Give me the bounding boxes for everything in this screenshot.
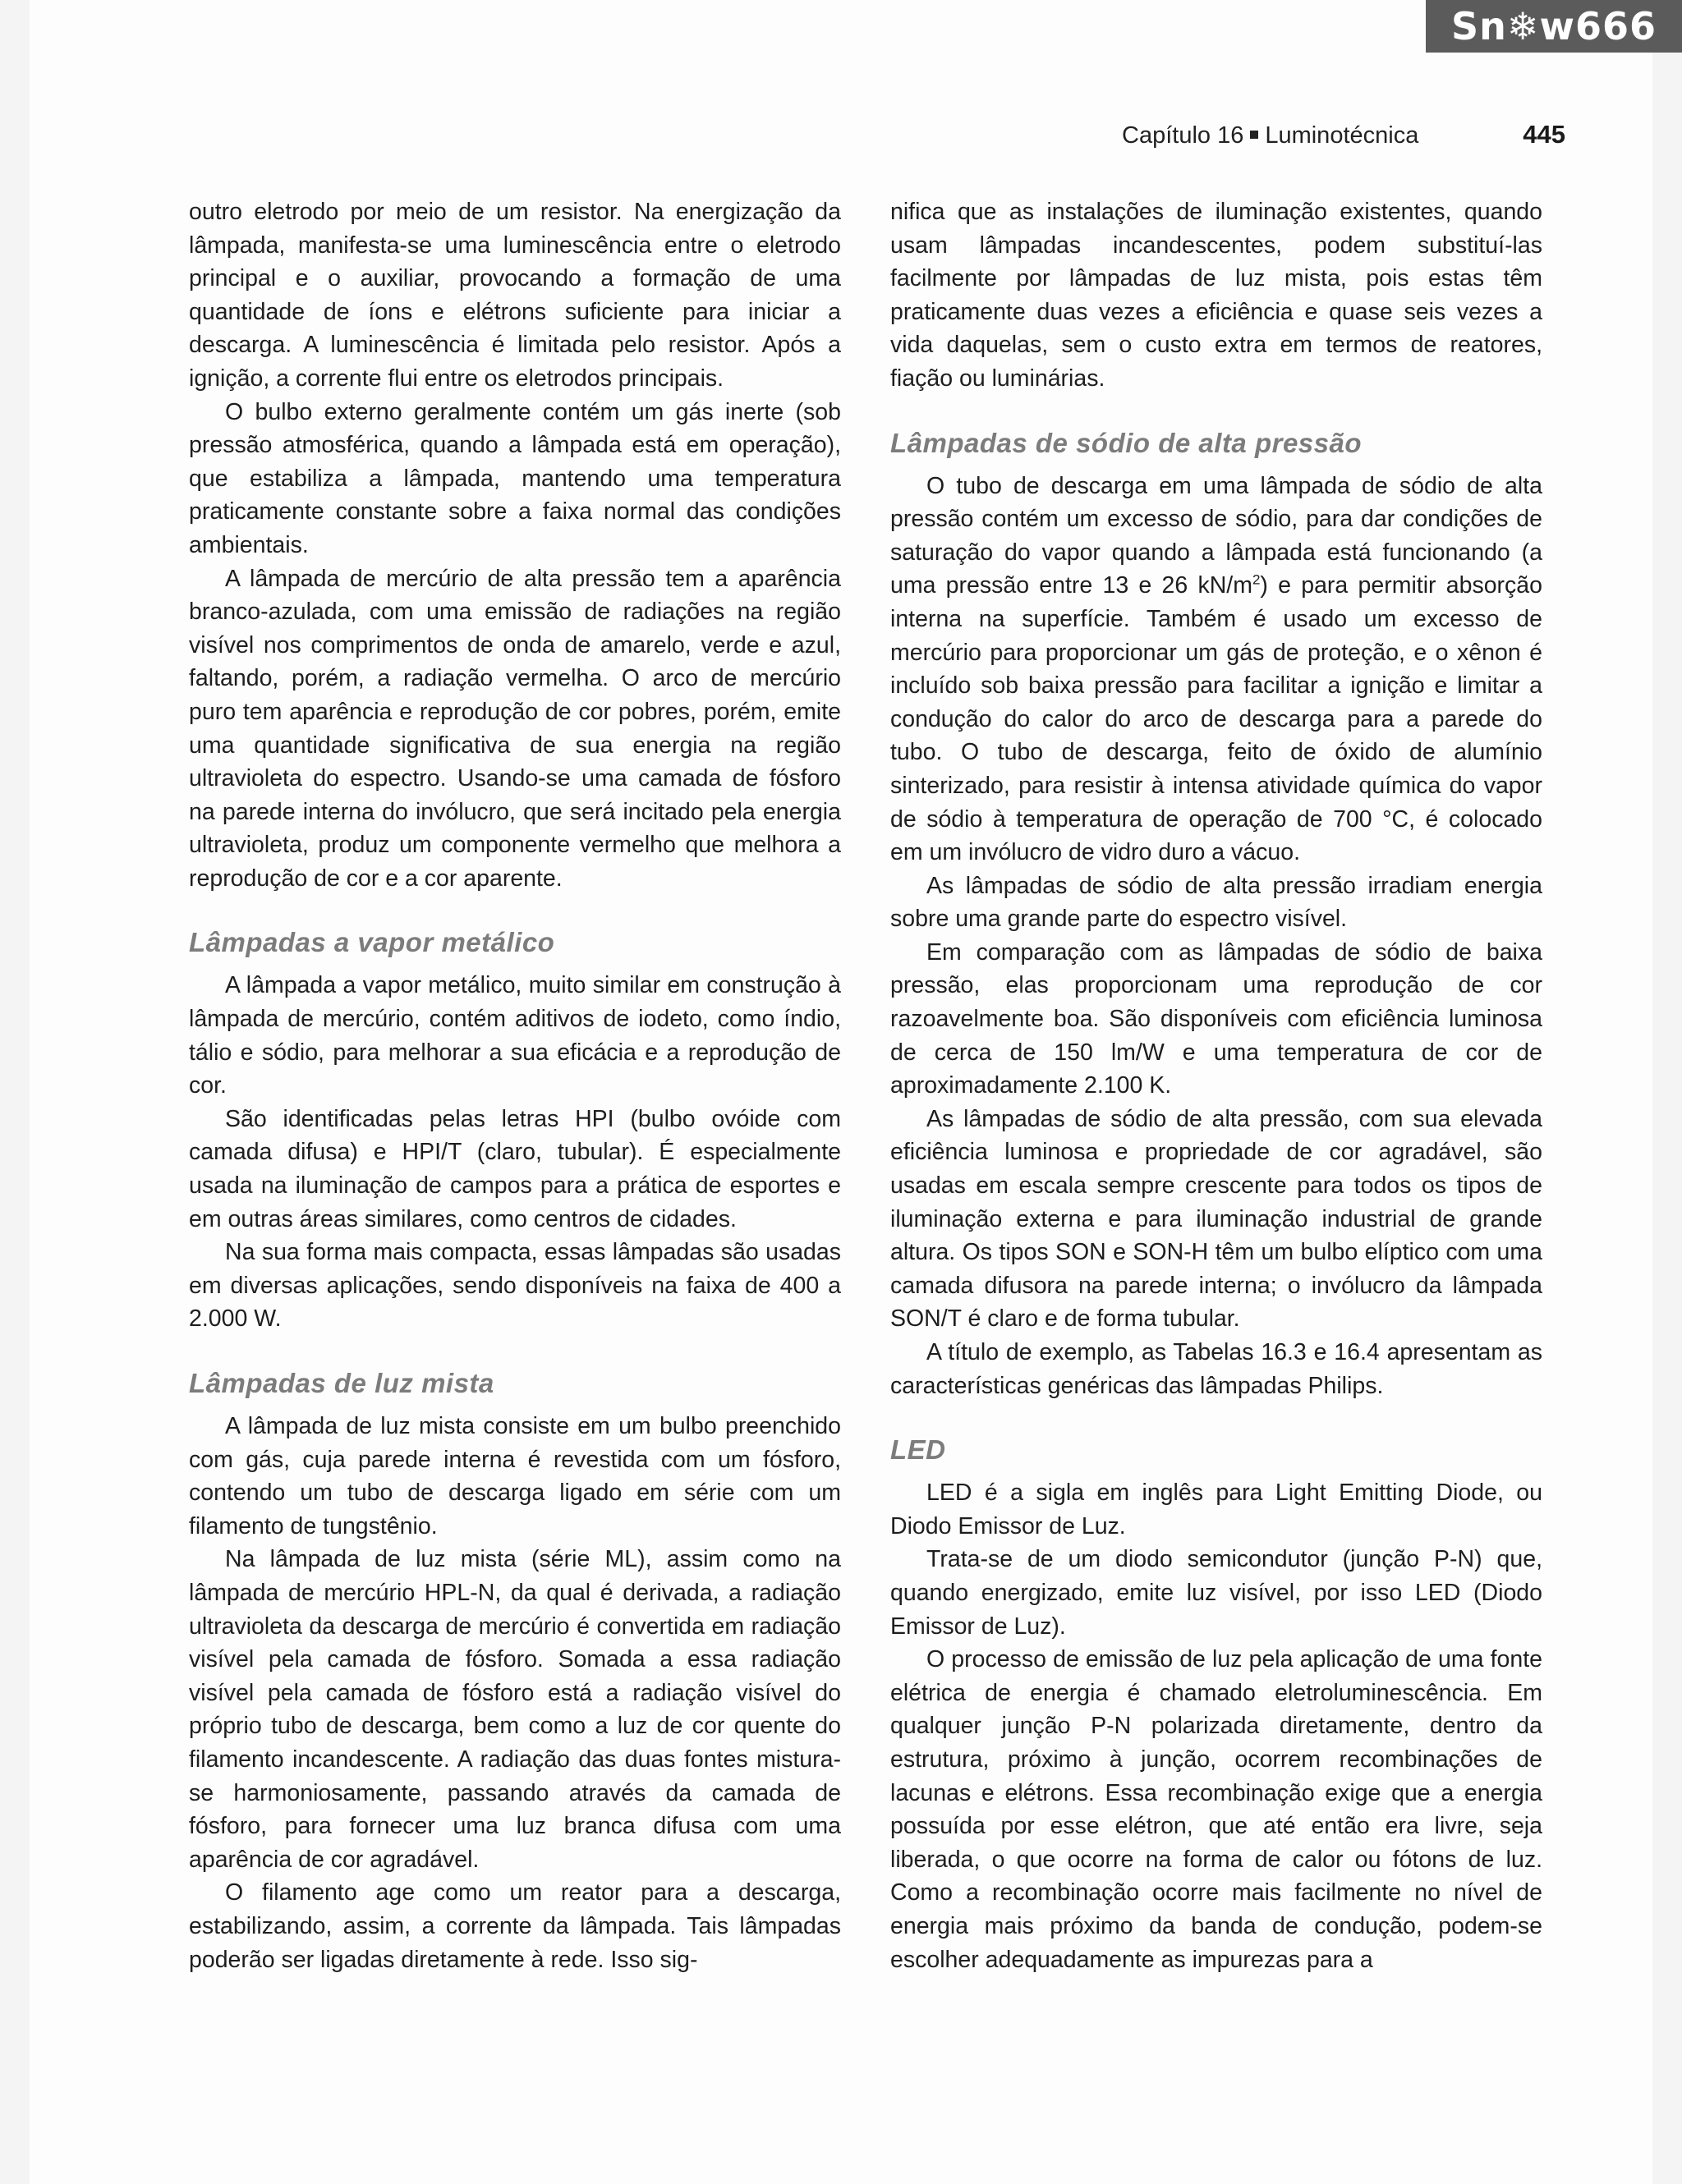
paragraph: Trata-se de um diodo semicondutor (junção P-N) que, quando energizado, emite luz visível, por isso LED (Diodo Emissor de Luz). [890,1546,1542,1640]
bullet-square-icon [1250,131,1258,139]
paragraph: O processo de emissão de luz pela aplicação de uma fonte elétrica de energia é chamado eletroluminescência. Em qualquer junção P-N polarizada diretamente, dentro da estrutura, próximo à junção, ocorrem recombinações de lacunas e elétrons. Essa recombinação exige que a energia possuída por esse elétron, que até então era livre, seja liberada, o que ocorre na forma de calor ou fótons de luz. Como a recombinação ocorre mais facilmente no nível de energia mais próximo da banda de condução, podem-se escolher adequadamente as impurezas para a [890,1646,1542,1973]
book-page [30,0,1652,2184]
superscript: 2 [1252,571,1261,588]
paragraph: São identificadas pelas letras HPI (bulbo ovóide com camada difusa) e HPI/T (claro, tubular). É especialmente usada na iluminação de campos para a prática de esportes e em outras áreas similares, como centros de cidades. [189,1105,841,1232]
paragraph: A lâmpada a vapor metálico, muito similar em construção à lâmpada de mercúrio, contém aditivos de iodeto, como índio, tálio e sódio, para melhorar a sua eficácia e a reprodução de cor. [189,972,841,1099]
paragraph: A título de exemplo, as Tabelas 16.3 e 16.4 apresentam as características genéricas das lâmpadas Philips. [890,1339,1542,1399]
left-column [189,195,841,1976]
running-header [1122,120,1565,156]
chapter-label: Capítulo 16 [1122,122,1244,149]
watermark-logo: Sn❄w666 [1426,0,1682,53]
paragraph: O bulbo externo geralmente contém um gás inerte (sob pressão atmosférica, quando a lâmpada está em operação), que estabiliza a lâmpada, mantendo uma temperatura praticamente constante sobre a faixa normal das condições ambientais. [189,398,841,558]
paragraph [890,470,1542,869]
paragraph: Na lâmpada de luz mista (série ML), assim como na lâmpada de mercúrio HPL-N, da qual é derivada, a radiação ultravioleta da descarga de mercúrio é convertida em radiação visível pela camada de fósforo. Somada a essa radiação visível pela camada de fósforo está a radiação visível do próprio tubo de descarga, bem como a luz de cor quente do filamento incandescente. A radiação das duas fontes mistura-se harmoniosamente, passando através da camada de fósforo, para fornecer uma luz branca difusa com uma aparência de cor agradável. [189,1546,841,1873]
section-label: Luminotécnica [1265,122,1419,149]
paragraph: nifica que as instalações de iluminação existentes, quando usam lâmpadas incandescentes, podem substituí-las facilmente por lâmpadas de luz mista, pois estas têm praticamente duas vezes a eficiência e quase seis vezes a vida daquelas, sem o custo extra em termos de reatores, fiação ou luminárias. [890,199,1542,392]
paragraph: Em comparação com as lâmpadas de sódio de baixa pressão, elas proporcionam uma reprodução de cor razoavelmente boa. São disponíveis com eficiência luminosa de cerca de 150 lm/W e uma temperatura de cor de aproximadamente 2.100 K. [890,938,1542,1099]
chapter-title [1122,122,1418,149]
paragraph: O filamento age como um reator para a descarga, estabilizando, assim, a corrente da lâmpada. Tais lâmpadas poderão ser ligadas diretamente à rede. Isso sig- [189,1879,841,1973]
paragraph: As lâmpadas de sódio de alta pressão irradiam energia sobre uma grande parte do espectro visível. [890,872,1542,933]
section-heading-vapor-metalico: Lâmpadas a vapor metálico [189,927,555,958]
section-heading-led: LED [890,1434,946,1466]
paragraph: As lâmpadas de sódio de alta pressão, com sua elevada eficiência luminosa e propriedade de cor agradável, são usadas em escala sempre crescente para todos os tipos de iluminação externa e para iluminação industrial de grande altura. Os tipos SON e SON-H têm um bulbo elíptico com uma camada difusora na parede interna; o invólucro da lâmpada SON/T é claro e de forma tubular. [890,1105,1542,1333]
paragraph: LED é a sigla em inglês para Light Emitting Diode, ou Diodo Emissor de Luz. [890,1480,1542,1539]
paragraph: Na sua forma mais compacta, essas lâmpadas são usadas em diversas aplicações, sendo disponíveis na faixa de 400 a 2.000 W. [189,1239,841,1333]
section-heading-luz-mista: Lâmpadas de luz mista [189,1368,494,1398]
paragraph: outro eletrodo por meio de um resistor. Na energização da lâmpada, manifesta-se uma luminescência entre o eletrodo principal e o auxiliar, provocando a formação de uma quantidade de íons e elétrons suficiente para iniciar a descarga. A luminescência é limitada pelo resistor. Após a ignição, a corrente flui entre os eletrodos principais. [189,199,841,392]
text-run: O tubo de descarga em uma lâmpada de sódio de alta pressão contém um excesso de sódio, para dar condições de saturação do vapor quando a lâmpada está funcionando (a uma pressão entre 13 e 26 kN/m [890,472,1542,599]
page-number: 445 [1523,120,1565,149]
section-heading-sodio-alta-pressao: Lâmpadas de sódio de alta pressão [890,427,1363,458]
right-column [890,195,1542,1976]
paragraph: A lâmpada de luz mista consiste em um bulbo preenchido com gás, cuja parede interna é revestida com um fósforo, contendo um tubo de descarga ligado em série com um filamento de tungstênio. [189,1413,841,1539]
paragraph: A lâmpada de mercúrio de alta pressão tem a aparência branco-azulada, com uma emissão de radiações na região visível nos comprimentos de onda de amarelo, verde e azul, faltando, porém, a radiação vermelha. O arco de mercúrio puro tem aparência e reprodução de cor pobres, porém, emite uma quantidade significativa de sua energia na região ultravioleta do espectro. Usando-se uma camada de fósforo na parede interna do invólucro, que será incitado pela energia ultravioleta, produz um componente vermelho que melhora a reprodução de cor e a cor aparente. [189,565,841,892]
text-run: ) e para permitir absorção interna na superfície. Também é usado um excesso de mercúrio para proporcionar um gás de proteção, e o xênon é incluído sob baixa pressão para facilitar a ignição e limitar a condução do calor do arco de descarga para a parede do tubo. O tubo de descarga, feito de óxido de alumínio sinterizado, para resistir à intensa atividade química do vapor de sódio à temperatura de operação de 700 °C, é colocado em um invólucro de vidro duro a vácuo. [890,572,1542,866]
